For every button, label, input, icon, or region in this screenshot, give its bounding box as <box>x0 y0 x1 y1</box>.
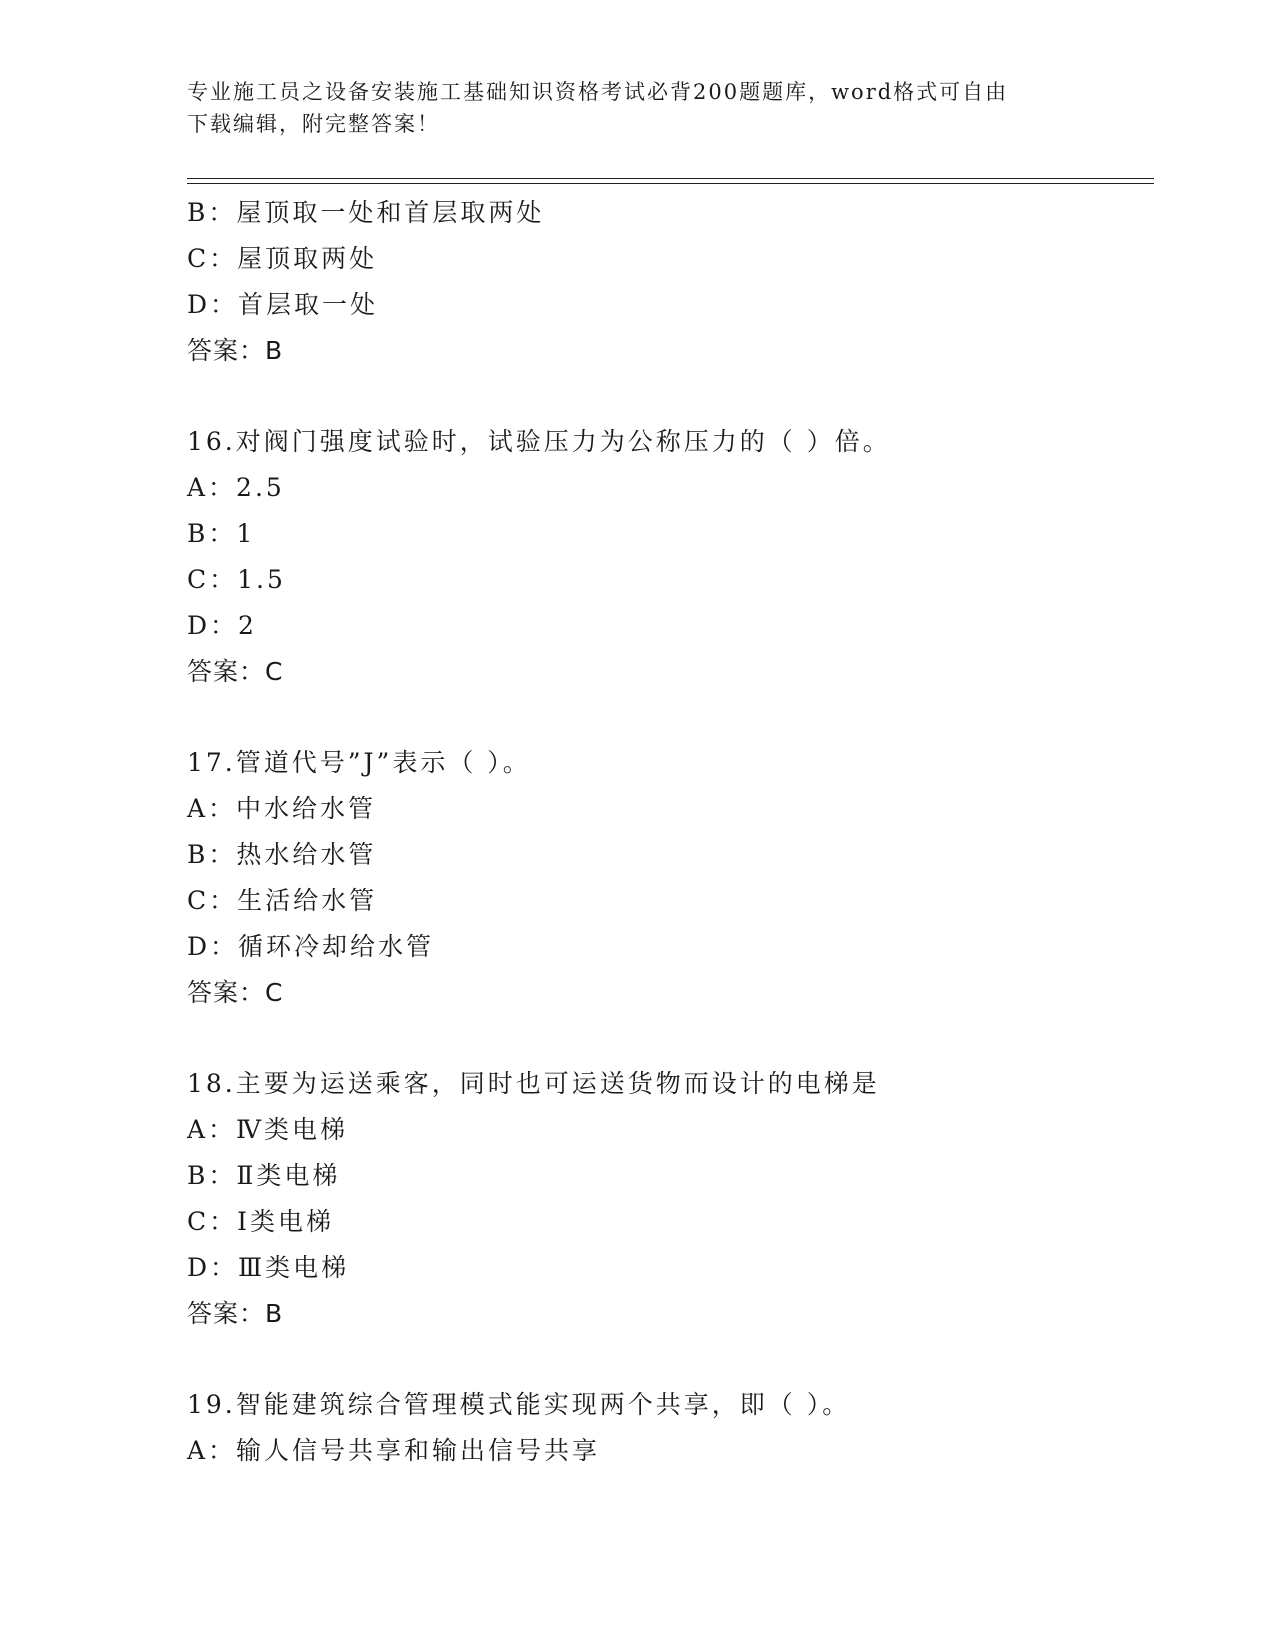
q18-option-c: C：Ⅰ类电梯 <box>187 1207 335 1236</box>
q19-question: 19.智能建筑综合管理模式能实现两个共享，即（ ）。 <box>187 1390 851 1419</box>
question-17-block <box>187 740 1147 1016</box>
q17-option-b: B：热水给水管 <box>187 840 377 869</box>
q17-question: 17.管道代号”J”表示（ ）。 <box>187 748 531 777</box>
q15-answer: 答案：B <box>187 336 284 365</box>
q19-option-a: A：输人信号共享和输出信号共享 <box>187 1436 601 1465</box>
q16-option-b: B：1 <box>187 519 256 548</box>
q17-option-c: C：生活给水管 <box>187 886 378 915</box>
question-16-block <box>187 419 1147 695</box>
q16-answer: 答案：C <box>187 657 284 686</box>
question-15-block <box>187 190 1147 374</box>
q16-option-c: C：1.5 <box>187 565 286 594</box>
spacer <box>187 1016 1147 1061</box>
q18-option-a: A：Ⅳ类电梯 <box>187 1115 349 1144</box>
q17-option-a: A：中水给水管 <box>187 794 377 823</box>
q16-option-a: A：2.5 <box>187 473 285 502</box>
document-header <box>187 76 1067 140</box>
spacer <box>187 374 1147 419</box>
q18-option-d: D：Ⅲ类电梯 <box>187 1253 350 1282</box>
q16-option-d: D：2 <box>187 611 257 640</box>
q18-option-b: B：Ⅱ类电梯 <box>187 1161 341 1190</box>
q15-option-c: C：屋顶取两处 <box>187 244 378 273</box>
q18-answer: 答案：B <box>187 1299 284 1328</box>
question-list <box>187 190 1147 1474</box>
header-divider <box>187 178 1154 184</box>
q17-answer: 答案：C <box>187 978 284 1007</box>
header-title-line2: 下载编辑，附完整答案！ <box>187 112 440 136</box>
q16-question: 16.对阀门强度试验时，试验压力为公称压力的（ ）倍。 <box>187 427 891 456</box>
question-18-block <box>187 1061 1147 1337</box>
q17-option-d: D：循环冷却给水管 <box>187 932 435 961</box>
spacer <box>187 1337 1147 1382</box>
spacer <box>187 695 1147 740</box>
question-19-block <box>187 1382 1147 1474</box>
q18-question: 18.主要为运送乘客，同时也可运送货物而设计的电梯是 <box>187 1069 880 1098</box>
q15-option-d: D：首层取一处 <box>187 290 379 319</box>
q15-option-b: B：屋顶取一处和首层取两处 <box>187 198 545 227</box>
header-title-line1: 专业施工员之设备安装施工基础知识资格考试必背200题题库，word格式可自由 <box>187 80 1009 104</box>
